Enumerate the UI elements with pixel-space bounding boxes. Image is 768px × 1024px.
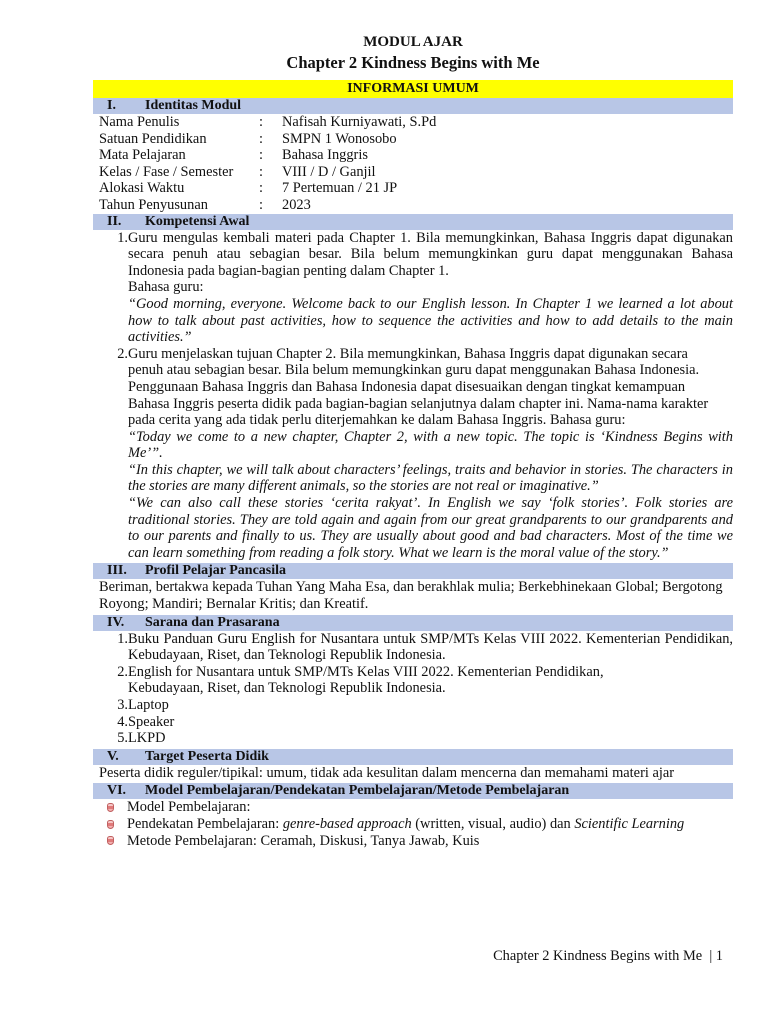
list-item-text: Model Pembelajaran: <box>127 799 251 816</box>
target-text: Peserta didik reguler/tipikal: umum, tidak ada kesulitan dalam mencerna dan memahami materi ajar <box>99 764 675 781</box>
list-item <box>93 799 733 816</box>
flower-bullet-icon <box>107 799 127 816</box>
list-number: 1. <box>117 630 128 647</box>
identitas-row <box>93 147 733 164</box>
identitas-value: Bahasa Inggris <box>282 147 368 164</box>
identitas-key: Tahun Penyusunan <box>99 196 208 213</box>
teacher-quote: “Today we come to a new chapter, Chapter 2, with a new topic. The topic is ‘Kindness Begins with Me’”. <box>128 428 733 462</box>
list-item <box>93 816 733 833</box>
identitas-key: Alokasi Waktu <box>99 180 185 197</box>
section-header-identitas <box>93 98 733 114</box>
identitas-sep: : <box>259 163 263 180</box>
section-header-sarana <box>93 615 733 631</box>
section-header-target <box>93 749 733 765</box>
list-item <box>93 631 733 664</box>
list-item <box>93 346 733 562</box>
document-page <box>93 30 733 849</box>
identitas-key: Mata Pelajaran <box>99 147 186 164</box>
identitas-row <box>93 114 733 131</box>
paragraph: Guru menjelaskan tujuan Chapter 2. Bila memungkinkan, Bahasa Inggris dapat digunakan secara penuh atau sebagian besar. Bila belum memungkinkan guru dapat menggunakan Bahasa Indonesia. Penggunaan Bahasa Inggris dan Bahasa Indonesia dapat disesuaikan dengan tingkat kemampuan Bahasa Inggris peserta didik pada bagian-bagian selanjutnya dalam chapter ini. Nama-nama karakter pada cerita yang ada tidak perlu diterjemahkan ke dalam Bahasa Inggris. Bahasa guru: <box>128 345 709 429</box>
list-item <box>93 714 733 731</box>
list-number: 4. <box>117 713 128 730</box>
section-label: Model Pembelajaran/Pendekatan Pembelajaran/Metode Pembelajaran <box>145 783 570 799</box>
identitas-key: Kelas / Fase / Semester <box>99 163 234 180</box>
list-number: 5. <box>117 730 128 747</box>
list-number: 1. <box>117 229 128 246</box>
text-run: Pendekatan Pembelajaran: <box>127 815 283 832</box>
list-number: 2. <box>117 345 128 362</box>
document-title: MODUL AJAR <box>363 34 463 50</box>
identitas-row <box>93 164 733 181</box>
list-number: 2. <box>117 663 128 680</box>
teacher-quote: “In this chapter, we will talk about characters’ feelings, traits and behavior in stories. The characters in the stories are many different animals, so the stories are not real or imaginative.” <box>128 461 733 495</box>
list-item <box>93 730 733 747</box>
document-subtitle: Chapter 2 Kindness Begins with Me <box>286 53 540 72</box>
identitas-value: 2023 <box>282 196 311 213</box>
section-number: II. <box>107 213 122 229</box>
identitas-sep: : <box>259 114 263 130</box>
list-item-text: Laptop <box>128 697 169 713</box>
sarana-list <box>93 631 733 747</box>
teacher-language-label: Bahasa guru: <box>128 279 204 296</box>
section-number: III. <box>107 563 127 579</box>
list-item-body <box>128 230 733 346</box>
text-run: (written, visual, audio) dan <box>411 815 575 832</box>
identitas-sep: : <box>259 196 263 213</box>
teacher-quote: “We can also call these stories ‘cerita rakyat’. In English we say ‘folk stories’. Folk stories are traditional stories. They are told again and again from our great grandparents to our grandparents and to our parents and finally to us. They are usually about good and bad characters. Most of the time we can learn something from reading a folk story. What we learn is the moral value of the story.” <box>128 495 733 561</box>
section-header-kompetensi <box>93 214 733 230</box>
identitas-value: SMPN 1 Wonosobo <box>282 130 397 147</box>
section-label: Kompetensi Awal <box>145 213 250 229</box>
list-item <box>93 833 733 850</box>
list-item-text <box>127 816 684 833</box>
section-number: VI. <box>107 783 127 799</box>
section-header-model <box>93 783 733 799</box>
identitas-sep: : <box>259 147 263 164</box>
list-item <box>93 697 733 714</box>
section-number: IV. <box>107 614 125 630</box>
identitas-key: Satuan Pendidikan <box>99 130 207 147</box>
list-item-text: English for Nusantara untuk SMP/MTs Kelas VIII 2022. Kementerian Pendidikan, Kebudayaan, Riset, dan Teknologi Republik Indonesia. <box>128 663 604 697</box>
model-list <box>93 799 733 849</box>
flower-bullet-icon <box>107 833 127 850</box>
section-label: Sarana dan Prasarana <box>145 614 280 630</box>
text-run-italic: genre-based approach <box>282 815 412 832</box>
section-number: V. <box>107 748 119 764</box>
list-item-body <box>128 346 733 562</box>
page-footer: Chapter 2 Kindness Begins with Me | 1 <box>493 948 723 964</box>
section-label: Profil Pelajar Pancasila <box>145 563 287 579</box>
identitas-table <box>93 114 733 214</box>
list-item-text: LKPD <box>128 730 166 747</box>
list-item <box>93 230 733 346</box>
list-item <box>93 664 733 697</box>
profil-text: Beriman, bertakwa kepada Tuhan Yang Maha Esa, dan berakhlak mulia; Berkebhinekaan Global; Bergotong Royong; Mandiri; Bernalar Kritis; dan Kreatif. <box>99 579 723 613</box>
banner-informasi-umum: INFORMASI UMUM <box>93 80 733 98</box>
identitas-row <box>93 131 733 148</box>
list-item-text: Metode Pembelajaran: Ceramah, Diskusi, Tanya Jawab, Kuis <box>127 832 480 849</box>
identitas-row <box>93 197 733 214</box>
paragraph: Guru mengulas kembali materi pada Chapter 1. Bila memungkinkan, Bahasa Inggris dapat digunakan secara penuh atau sebagian besar. Bila belum memungkinkan guru dapat menggunakan Bahasa Indonesia pada bagian-bagian penting dalam Chapter 1. <box>128 229 733 279</box>
section-label: Identitas Modul <box>145 98 242 113</box>
list-item-text: Buku Panduan Guru English for Nusantara untuk SMP/MTs Kelas VIII 2022. Kementerian Pendidikan, Kebudayaan, Riset, dan Teknologi Republik Indonesia. <box>128 630 733 664</box>
flower-bullet-icon <box>107 816 127 833</box>
list-number: 3. <box>117 697 128 713</box>
teacher-quote: “Good morning, everyone. Welcome back to our English lesson. In Chapter 1 we learned a lot about how to talk about past activities, how to sequence the activities and how to add details to the main activities.” <box>128 295 733 346</box>
list-item-text: Speaker <box>128 713 175 730</box>
identitas-value: Nafisah Kurniyawati, S.Pd <box>282 114 437 130</box>
identitas-key: Nama Penulis <box>99 114 180 130</box>
identitas-sep: : <box>259 180 263 197</box>
identitas-sep: : <box>259 130 263 147</box>
section-number: I. <box>107 98 116 113</box>
section-header-profil <box>93 563 733 579</box>
kompetensi-list <box>93 230 733 562</box>
identitas-value: 7 Pertemuan / 21 JP <box>282 180 398 197</box>
identitas-row <box>93 180 733 197</box>
identitas-value: VIII / D / Ganjil <box>282 163 376 180</box>
section-label: Target Peserta Didik <box>145 748 269 764</box>
text-run-italic: Scientific Learning <box>574 815 685 832</box>
